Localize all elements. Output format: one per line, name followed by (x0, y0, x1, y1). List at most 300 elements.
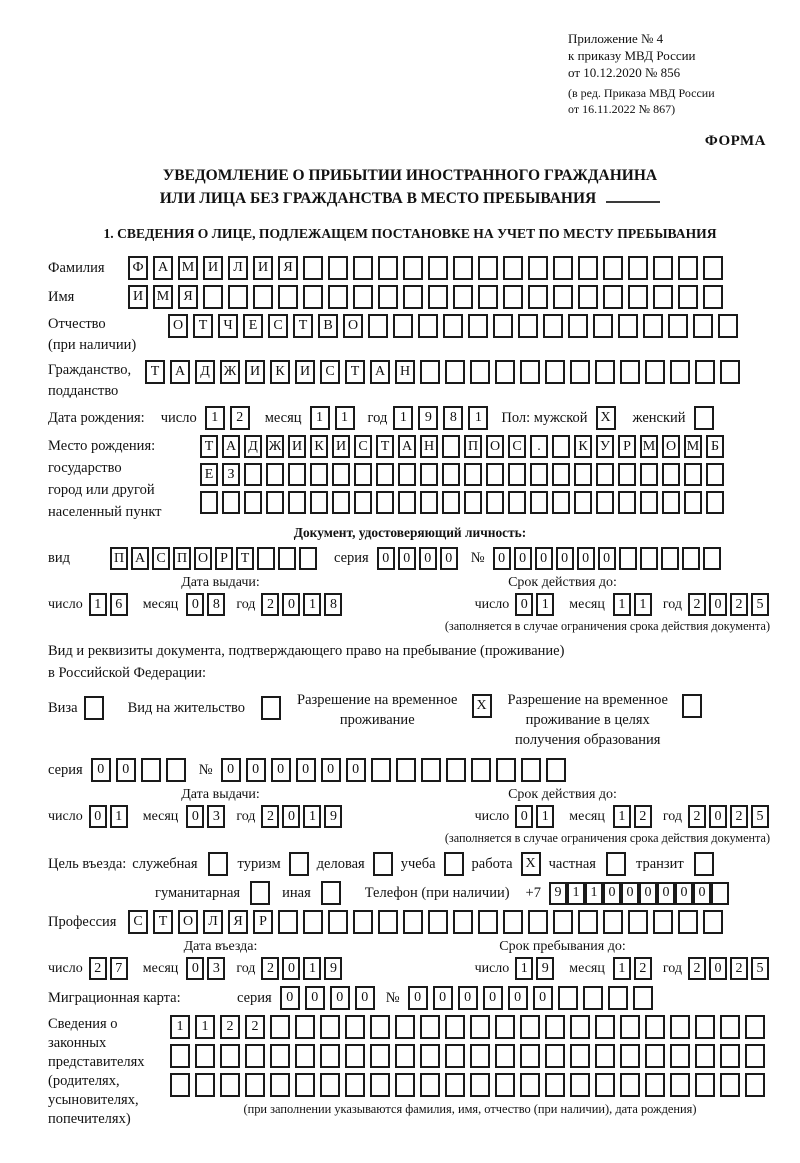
form-cell[interactable]: Я (278, 256, 298, 280)
form-cell[interactable]: 0 (483, 986, 503, 1010)
form-cell[interactable] (428, 910, 448, 934)
form-cell[interactable]: С (268, 314, 288, 338)
form-cell[interactable] (552, 491, 570, 514)
form-cell[interactable] (528, 285, 548, 309)
form-cell[interactable] (266, 463, 284, 486)
form-cell[interactable] (195, 1073, 215, 1097)
form-cell[interactable] (595, 1073, 615, 1097)
form-cell[interactable]: 0 (282, 805, 300, 828)
form-cell[interactable]: Ф (128, 256, 148, 280)
form-cell[interactable] (528, 910, 548, 934)
form-cell[interactable]: Л (228, 256, 248, 280)
form-cell[interactable]: 0 (709, 593, 727, 616)
form-cell[interactable]: 0 (657, 882, 675, 905)
form-cell[interactable]: 1 (170, 1015, 190, 1039)
form-cell[interactable]: 2 (634, 805, 652, 828)
form-cell[interactable]: 1 (515, 957, 533, 980)
stay-until-year-field[interactable] (688, 957, 772, 980)
form-cell[interactable] (693, 314, 713, 338)
form-cell[interactable] (299, 547, 317, 570)
form-cell[interactable] (332, 463, 350, 486)
form-cell[interactable] (261, 696, 281, 720)
form-cell[interactable]: 0 (508, 986, 528, 1010)
form-cell[interactable] (420, 360, 440, 384)
doc-series-field[interactable] (377, 547, 461, 570)
form-cell[interactable] (695, 1015, 715, 1039)
form-cell[interactable] (706, 463, 724, 486)
purpose-business-checkbox[interactable] (373, 852, 393, 876)
form-cell[interactable]: 0 (675, 882, 693, 905)
form-cell[interactable] (220, 1044, 240, 1068)
form-cell[interactable]: З (222, 463, 240, 486)
edu-residence-checkbox[interactable] (682, 694, 702, 718)
form-cell[interactable] (703, 547, 721, 570)
form-cell[interactable] (453, 910, 473, 934)
issue-month-field[interactable] (186, 593, 228, 616)
phone-field[interactable] (549, 882, 729, 905)
form-cell[interactable]: Т (200, 435, 218, 458)
form-cell[interactable] (303, 256, 323, 280)
form-cell[interactable]: 0 (433, 986, 453, 1010)
form-cell[interactable] (720, 1015, 740, 1039)
migration-series-field[interactable] (280, 986, 380, 1010)
form-cell[interactable]: 0 (514, 547, 532, 570)
form-cell[interactable]: У (596, 435, 614, 458)
form-cell[interactable] (166, 758, 186, 782)
form-cell[interactable]: 1 (613, 805, 631, 828)
form-cell[interactable]: 2 (688, 593, 706, 616)
form-cell[interactable]: 0 (330, 986, 350, 1010)
form-cell[interactable] (628, 910, 648, 934)
form-cell[interactable] (222, 491, 240, 514)
form-cell[interactable]: 5 (751, 805, 769, 828)
form-cell[interactable] (288, 491, 306, 514)
form-cell[interactable]: С (128, 910, 148, 934)
form-cell[interactable] (661, 547, 679, 570)
form-cell[interactable]: 2 (261, 805, 279, 828)
form-cell[interactable] (583, 986, 603, 1010)
birth-month-field[interactable] (310, 406, 360, 430)
issue-day-field[interactable] (89, 593, 131, 616)
form-cell[interactable] (420, 463, 438, 486)
form-cell[interactable] (486, 491, 504, 514)
form-cell[interactable] (640, 491, 658, 514)
form-cell[interactable] (328, 285, 348, 309)
birth-place-row2[interactable] (200, 463, 728, 486)
form-cell[interactable] (603, 910, 623, 934)
form-cell[interactable] (403, 256, 423, 280)
form-cell[interactable]: 2 (688, 957, 706, 980)
form-cell[interactable] (266, 491, 284, 514)
form-cell[interactable]: 0 (693, 882, 711, 905)
form-cell[interactable] (552, 463, 570, 486)
form-cell[interactable]: 1 (303, 593, 321, 616)
form-cell[interactable] (574, 491, 592, 514)
purpose-private-checkbox[interactable] (606, 852, 626, 876)
form-cell[interactable] (595, 360, 615, 384)
form-cell[interactable] (328, 910, 348, 934)
form-cell[interactable] (653, 910, 673, 934)
form-cell[interactable] (578, 256, 598, 280)
form-cell[interactable] (453, 256, 473, 280)
form-cell[interactable] (640, 463, 658, 486)
form-cell[interactable] (245, 1073, 265, 1097)
form-cell[interactable]: К (270, 360, 290, 384)
form-cell[interactable]: 3 (207, 957, 225, 980)
form-cell[interactable] (420, 1015, 440, 1039)
form-cell[interactable]: И (128, 285, 148, 309)
entry-year-field[interactable] (261, 957, 345, 980)
form-cell[interactable]: И (203, 256, 223, 280)
form-cell[interactable] (288, 463, 306, 486)
form-cell[interactable] (396, 758, 416, 782)
form-cell[interactable] (503, 910, 523, 934)
form-cell[interactable]: О (343, 314, 363, 338)
form-cell[interactable] (678, 910, 698, 934)
form-cell[interactable] (682, 694, 702, 718)
form-cell[interactable]: 2 (220, 1015, 240, 1039)
stay-doc-series-field[interactable] (91, 758, 191, 782)
migration-number-field[interactable] (408, 986, 658, 1010)
form-cell[interactable]: Т (236, 547, 254, 570)
birth-place-row3[interactable] (200, 491, 728, 514)
form-cell[interactable]: 1 (303, 957, 321, 980)
form-cell[interactable]: X (596, 406, 616, 430)
form-cell[interactable]: Ж (220, 360, 240, 384)
form-cell[interactable]: Е (200, 463, 218, 486)
visa-checkbox[interactable] (84, 696, 104, 720)
form-cell[interactable] (645, 1044, 665, 1068)
purpose-humanitarian-checkbox[interactable] (250, 881, 270, 905)
form-cell[interactable] (628, 256, 648, 280)
form-cell[interactable] (403, 910, 423, 934)
form-cell[interactable]: 1 (205, 406, 225, 430)
form-cell[interactable] (703, 910, 723, 934)
form-cell[interactable]: С (354, 435, 372, 458)
form-cell[interactable] (545, 360, 565, 384)
form-cell[interactable] (662, 491, 680, 514)
form-cell[interactable]: 2 (89, 957, 107, 980)
form-cell[interactable] (170, 1073, 190, 1097)
purpose-transit-checkbox[interactable] (694, 852, 714, 876)
form-cell[interactable] (518, 314, 538, 338)
residence-permit-checkbox[interactable] (261, 696, 281, 720)
form-cell[interactable] (371, 758, 391, 782)
form-cell[interactable]: Т (193, 314, 213, 338)
form-cell[interactable]: А (398, 435, 416, 458)
form-cell[interactable]: Л (203, 910, 223, 934)
form-cell[interactable]: Р (253, 910, 273, 934)
form-cell[interactable] (720, 360, 740, 384)
form-cell[interactable] (570, 1044, 590, 1068)
form-cell[interactable] (420, 491, 438, 514)
form-cell[interactable]: 0 (398, 547, 416, 570)
form-cell[interactable] (470, 1015, 490, 1039)
form-cell[interactable] (376, 463, 394, 486)
form-cell[interactable] (378, 256, 398, 280)
profession-field[interactable] (128, 910, 728, 934)
form-cell[interactable] (720, 1073, 740, 1097)
form-cell[interactable] (695, 1044, 715, 1068)
doc-number-field[interactable] (493, 547, 724, 570)
form-cell[interactable]: 0 (346, 758, 366, 782)
form-cell[interactable]: 0 (280, 986, 300, 1010)
form-cell[interactable] (520, 360, 540, 384)
form-cell[interactable]: . (530, 435, 548, 458)
form-cell[interactable] (393, 314, 413, 338)
form-cell[interactable]: 9 (324, 805, 342, 828)
form-cell[interactable] (464, 491, 482, 514)
form-cell[interactable] (620, 1015, 640, 1039)
form-cell[interactable]: 1 (89, 593, 107, 616)
form-cell[interactable] (520, 1044, 540, 1068)
form-cell[interactable]: 0 (408, 986, 428, 1010)
stay-issue-year-field[interactable] (261, 805, 345, 828)
form-cell[interactable]: 0 (296, 758, 316, 782)
form-cell[interactable]: В (318, 314, 338, 338)
form-cell[interactable] (653, 285, 673, 309)
form-cell[interactable] (470, 1073, 490, 1097)
form-cell[interactable]: 6 (110, 593, 128, 616)
form-cell[interactable]: 2 (261, 593, 279, 616)
form-cell[interactable] (694, 406, 714, 430)
form-cell[interactable]: 8 (324, 593, 342, 616)
form-cell[interactable]: 0 (515, 593, 533, 616)
form-cell[interactable]: И (253, 256, 273, 280)
form-cell[interactable] (398, 491, 416, 514)
form-cell[interactable] (684, 463, 702, 486)
form-cell[interactable]: 1 (195, 1015, 215, 1039)
form-cell[interactable] (670, 360, 690, 384)
form-cell[interactable]: 5 (751, 957, 769, 980)
form-cell[interactable]: X (472, 694, 492, 718)
form-cell[interactable]: 0 (603, 882, 621, 905)
form-cell[interactable] (195, 1044, 215, 1068)
form-cell[interactable] (289, 852, 309, 876)
form-cell[interactable] (141, 758, 161, 782)
form-cell[interactable] (662, 463, 680, 486)
form-cell[interactable] (250, 881, 270, 905)
form-cell[interactable]: 8 (443, 406, 463, 430)
form-cell[interactable]: 0 (621, 882, 639, 905)
form-cell[interactable] (445, 1044, 465, 1068)
form-cell[interactable] (345, 1015, 365, 1039)
form-cell[interactable] (595, 1015, 615, 1039)
form-cell[interactable] (278, 547, 296, 570)
form-cell[interactable]: 0 (639, 882, 657, 905)
form-cell[interactable] (552, 435, 570, 458)
form-cell[interactable] (578, 285, 598, 309)
form-cell[interactable] (354, 463, 372, 486)
form-cell[interactable]: П (173, 547, 191, 570)
form-cell[interactable]: 0 (355, 986, 375, 1010)
form-cell[interactable]: Б (706, 435, 724, 458)
form-cell[interactable]: М (684, 435, 702, 458)
form-cell[interactable] (470, 360, 490, 384)
form-cell[interactable] (558, 986, 578, 1010)
form-cell[interactable]: Ч (218, 314, 238, 338)
form-cell[interactable]: М (153, 285, 173, 309)
form-cell[interactable] (310, 463, 328, 486)
form-cell[interactable]: М (640, 435, 658, 458)
form-cell[interactable] (354, 491, 372, 514)
form-cell[interactable] (570, 1015, 590, 1039)
form-cell[interactable]: Т (293, 314, 313, 338)
doc-kind-field[interactable] (110, 547, 320, 570)
form-cell[interactable] (464, 463, 482, 486)
form-cell[interactable]: 9 (536, 957, 554, 980)
form-cell[interactable]: 0 (271, 758, 291, 782)
form-cell[interactable] (228, 285, 248, 309)
form-cell[interactable] (595, 1044, 615, 1068)
form-cell[interactable] (478, 256, 498, 280)
form-cell[interactable] (545, 1073, 565, 1097)
form-cell[interactable] (643, 314, 663, 338)
form-cell[interactable] (295, 1044, 315, 1068)
form-cell[interactable]: 0 (91, 758, 111, 782)
form-cell[interactable] (320, 1044, 340, 1068)
form-cell[interactable] (745, 1015, 765, 1039)
form-cell[interactable] (328, 256, 348, 280)
form-cell[interactable] (620, 1073, 640, 1097)
form-cell[interactable] (445, 1015, 465, 1039)
form-cell[interactable]: И (288, 435, 306, 458)
form-cell[interactable]: 0 (186, 593, 204, 616)
form-cell[interactable] (508, 491, 526, 514)
form-cell[interactable]: И (245, 360, 265, 384)
form-cell[interactable]: 0 (186, 805, 204, 828)
form-cell[interactable]: 0 (577, 547, 595, 570)
form-cell[interactable] (321, 881, 341, 905)
patronymic-field[interactable] (168, 314, 743, 338)
temp-residence-checkbox[interactable] (472, 694, 492, 718)
form-cell[interactable]: Я (228, 910, 248, 934)
form-cell[interactable] (578, 910, 598, 934)
form-cell[interactable] (471, 758, 491, 782)
form-cell[interactable] (530, 463, 548, 486)
form-cell[interactable]: А (153, 256, 173, 280)
form-cell[interactable]: 1 (613, 593, 631, 616)
entry-day-field[interactable] (89, 957, 131, 980)
form-cell[interactable] (645, 360, 665, 384)
form-cell[interactable]: 2 (730, 957, 748, 980)
form-cell[interactable] (200, 491, 218, 514)
form-cell[interactable]: Е (243, 314, 263, 338)
form-cell[interactable]: М (178, 256, 198, 280)
guardians-row1[interactable] (170, 1015, 770, 1039)
form-cell[interactable] (503, 256, 523, 280)
stay-until-day-field[interactable] (515, 957, 557, 980)
form-cell[interactable]: О (168, 314, 188, 338)
form-cell[interactable]: 0 (709, 805, 727, 828)
form-cell[interactable]: 1 (613, 957, 631, 980)
form-cell[interactable]: А (222, 435, 240, 458)
form-cell[interactable] (378, 910, 398, 934)
form-cell[interactable] (553, 256, 573, 280)
form-cell[interactable]: 1 (536, 805, 554, 828)
form-cell[interactable] (245, 1044, 265, 1068)
form-cell[interactable] (543, 314, 563, 338)
form-cell[interactable] (603, 256, 623, 280)
form-cell[interactable] (520, 1015, 540, 1039)
form-cell[interactable]: 0 (598, 547, 616, 570)
form-cell[interactable]: 2 (261, 957, 279, 980)
form-cell[interactable]: 2 (230, 406, 250, 430)
form-cell[interactable] (684, 491, 702, 514)
form-cell[interactable]: 2 (245, 1015, 265, 1039)
form-cell[interactable]: С (508, 435, 526, 458)
birth-year-field[interactable] (393, 406, 493, 430)
form-cell[interactable] (596, 463, 614, 486)
expiry-day-field[interactable] (515, 593, 557, 616)
form-cell[interactable] (645, 1073, 665, 1097)
form-cell[interactable]: 0 (556, 547, 574, 570)
form-cell[interactable]: И (332, 435, 350, 458)
form-cell[interactable] (608, 986, 628, 1010)
form-cell[interactable] (496, 758, 516, 782)
form-cell[interactable]: 0 (709, 957, 727, 980)
form-cell[interactable] (695, 360, 715, 384)
form-cell[interactable] (694, 852, 714, 876)
purpose-tourism-checkbox[interactable] (289, 852, 309, 876)
stay-doc-number-field[interactable] (221, 758, 571, 782)
form-cell[interactable]: 0 (440, 547, 458, 570)
form-cell[interactable] (418, 314, 438, 338)
form-cell[interactable] (257, 547, 275, 570)
form-cell[interactable] (545, 1015, 565, 1039)
form-cell[interactable]: 1 (110, 805, 128, 828)
form-cell[interactable] (670, 1073, 690, 1097)
form-cell[interactable]: 8 (207, 593, 225, 616)
form-cell[interactable] (618, 314, 638, 338)
form-cell[interactable]: С (320, 360, 340, 384)
form-cell[interactable]: С (152, 547, 170, 570)
form-cell[interactable]: 1 (468, 406, 488, 430)
form-cell[interactable] (353, 256, 373, 280)
form-cell[interactable]: И (295, 360, 315, 384)
form-cell[interactable]: 0 (515, 805, 533, 828)
form-cell[interactable]: 0 (282, 593, 300, 616)
form-cell[interactable]: Д (244, 435, 262, 458)
form-cell[interactable] (320, 1015, 340, 1039)
form-cell[interactable]: 2 (688, 805, 706, 828)
form-cell[interactable] (653, 256, 673, 280)
form-cell[interactable] (570, 1073, 590, 1097)
form-cell[interactable] (244, 463, 262, 486)
form-cell[interactable] (370, 1044, 390, 1068)
form-cell[interactable] (420, 1044, 440, 1068)
form-cell[interactable]: 2 (730, 805, 748, 828)
form-cell[interactable] (745, 1044, 765, 1068)
form-cell[interactable] (486, 463, 504, 486)
form-cell[interactable]: Н (395, 360, 415, 384)
form-cell[interactable] (368, 314, 388, 338)
form-cell[interactable] (628, 285, 648, 309)
form-cell[interactable]: 0 (305, 986, 325, 1010)
form-cell[interactable] (606, 852, 626, 876)
form-cell[interactable] (310, 491, 328, 514)
form-cell[interactable] (720, 1044, 740, 1068)
form-cell[interactable] (378, 285, 398, 309)
form-cell[interactable] (345, 1044, 365, 1068)
form-cell[interactable] (270, 1073, 290, 1097)
form-cell[interactable] (619, 547, 637, 570)
expiry-year-field[interactable] (688, 593, 772, 616)
form-cell[interactable] (421, 758, 441, 782)
form-cell[interactable] (495, 1044, 515, 1068)
form-cell[interactable] (443, 314, 463, 338)
form-cell[interactable] (570, 360, 590, 384)
